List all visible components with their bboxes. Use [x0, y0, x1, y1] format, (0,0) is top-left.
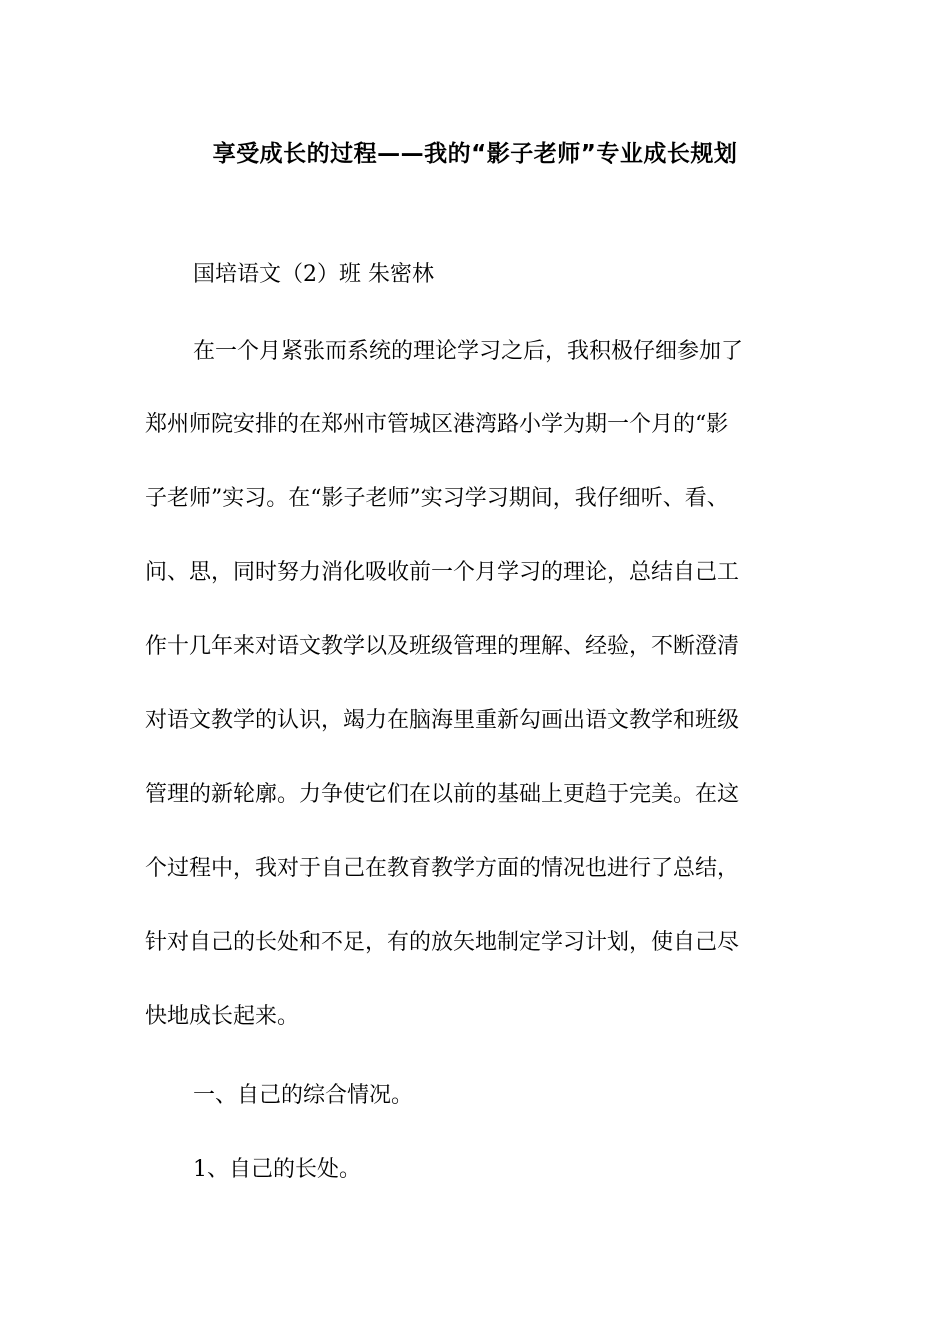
author-line: 国培语文（2）班 朱密林	[193, 262, 434, 287]
document-title: 享受成长的过程——我的“影子老师”专业成长规划	[212, 141, 738, 167]
paragraph-line: 对语文教学的认识，竭力在脑海里重新勾画出语文教学和班级	[145, 708, 740, 733]
paragraph-line: 郑州师院安排的在郑州市管城区港湾路小学为期一个月的“影	[145, 412, 729, 437]
paragraph-line: 作十几年来对语文教学以及班级管理的理解、经验，不断澄清	[145, 634, 740, 659]
paragraph-line: 子老师”实习。在“影子老师”实习学习期间，我仔细听、看、	[145, 486, 729, 511]
paragraph-line: 针对自己的长处和不足，有的放矢地制定学习计划，使自己尽	[145, 930, 740, 955]
subsection-heading: 1、自己的长处。	[193, 1157, 361, 1182]
paragraph-line: 在一个月紧张而系统的理论学习之后，我积极仔细参加了	[193, 339, 744, 364]
paragraph-line: 个过程中，我对于自己在教育教学方面的情况也进行了总结，	[145, 856, 740, 881]
paragraph-line: 管理的新轮廓。力争使它们在以前的基础上更趋于完美。在这	[145, 782, 740, 807]
paragraph-line: 问、思，同时努力消化吸收前一个月学习的理论，总结自己工	[145, 560, 740, 585]
paragraph-line: 快地成长起来。	[145, 1004, 300, 1029]
section-heading: 一、自己的综合情况。	[193, 1083, 414, 1108]
